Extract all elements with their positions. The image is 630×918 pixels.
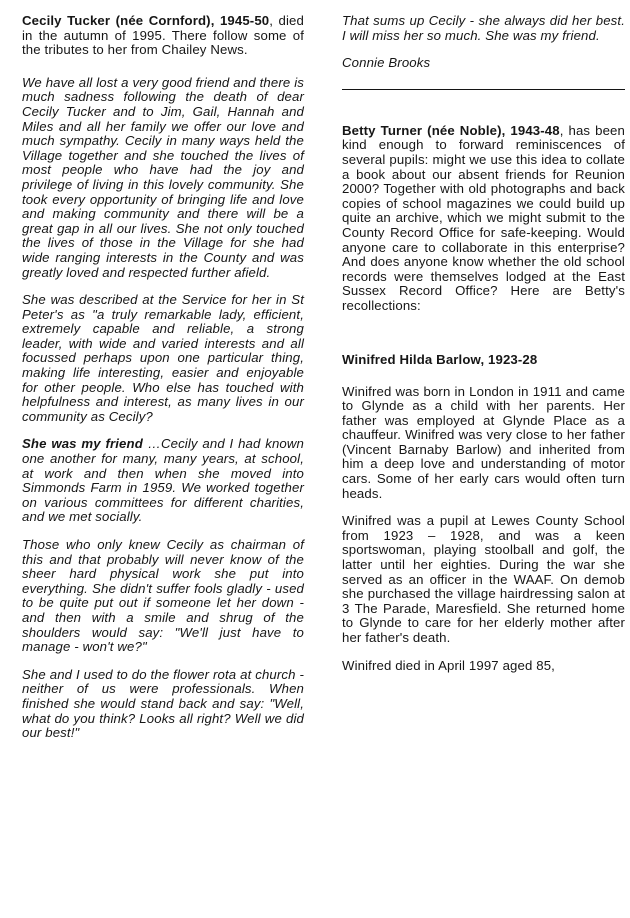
tribute-paragraph-4: She and I used to do the flower rota at church - neither of us were professionals. When finished she would stand back and say: "Well, what do you think? Looks all right? Well we did our best!" (22, 666, 304, 741)
she-was-my-friend-rest: …Cecily and I had known one another for many, many years, at school, at work and then when she moved into Simmonds Farm in 1959. We worked together on various committees for different charities, and we met socially. (22, 436, 304, 525)
tribute-continued-paragraph: That sums up Cecily - she always did her best. I will miss her so much. She was my friend. (342, 13, 625, 43)
cecily-tucker-lead-paragraph (22, 14, 304, 58)
betty-turner-lead-paragraph (342, 124, 625, 314)
winifred-paragraph-1: Winifred was born in London in 1911 and came to Glynde as a child with her parents. Her father was employed at Glynde Place as a chauffeur. Winifred was very close to her father (Vincent Barnaby Barlow) and inherited from him a deep love and understanding of motor cars. Some of her early cars would often turn heads. (342, 383, 625, 501)
right-column (334, 0, 630, 673)
winifred-paragraph-2: Winifred was a pupil at Lewes County School from 1923 – 1928, and was a keen sportswoman, playing stoolball and golf, the latter until her eighties. During the war she served as an officer in the WAAF. On demob she purchased the village hairdressing salon at 3 The Parade, Maresfield. She returned home to Glynde to care for her elderly mother after her father's death. (342, 513, 625, 645)
winifred-barlow-heading: Winifred Hilda Barlow, 1923-28 (342, 351, 538, 367)
she-was-my-friend-paragraph (22, 437, 304, 525)
she-was-my-friend-bold-run: She was my friend (22, 436, 143, 452)
tribute-attribution: Connie Brooks (342, 55, 431, 71)
cecily-tucker-name-heading: Cecily Tucker (née Cornford), 1945-50 (22, 13, 270, 28)
left-column (0, 0, 312, 741)
winifred-paragraph-3: Winifred died in April 1997 aged 85, (342, 657, 555, 673)
tribute-paragraph-2: She was described at the Service for her in St Peter's as "a truly remarkable lady, efficient, extremely capable and reliable, a strong leader, with wide and varied interests and all focussed perhaps upon one particular thing, making life interesting, easier and enjoyable for other people. Who else has touched with helpfulness and interest, as many lives in our community as Cecily? (22, 292, 304, 424)
section-divider-rule (342, 89, 625, 90)
betty-turner-lead-text: , has been kind enough to forward reminiscences of several pupils: might we use this idea to collate a book about our absent friends for Reunion 2000? Together with old photographs and back copies of school magazines we could build up quite an archive, which we might submit to the County Record Office for safe-keeping. Would anyone care to collaborate in this enterprise? And does anyone know whether the old school records were themselves lodged at the East Sussex Record Office? Here are Betty's recollections: (342, 122, 625, 313)
tribute-paragraph-1: We have all lost a very good friend and there is much sadness following the death of dear Cecily Tucker and to Jim, Gail, Hannah and Miles and all her family we offer our love and much sympathy. Cecily in many ways held the Village together and she touched the lives of most people who have had the joy and privilege of living in this lovely community. She took every opportunity of bringing life and love and making community and there will be a great gap in all our lives. She not only touched the lives of those in the Village for she had wide ranging interests in the County and was greatly loved and respected further afield. (22, 74, 304, 280)
tribute-paragraph-3: Those who only knew Cecily as chairman of this and that probably will never know of the sheer hard physical work she put into everything. She didn't suffer fools gladly - used to be quite put out if someone let her down - and then with a smile and shrug of the shoulders would say: "We'll just have to manage - won't we?" (22, 537, 304, 655)
cecily-tucker-lead-text: , died in the autumn of 1995. There follow some of the tributes to her from Chailey News. (22, 13, 304, 58)
betty-turner-name-heading: Betty Turner (née Noble), 1943-48 (342, 122, 560, 138)
